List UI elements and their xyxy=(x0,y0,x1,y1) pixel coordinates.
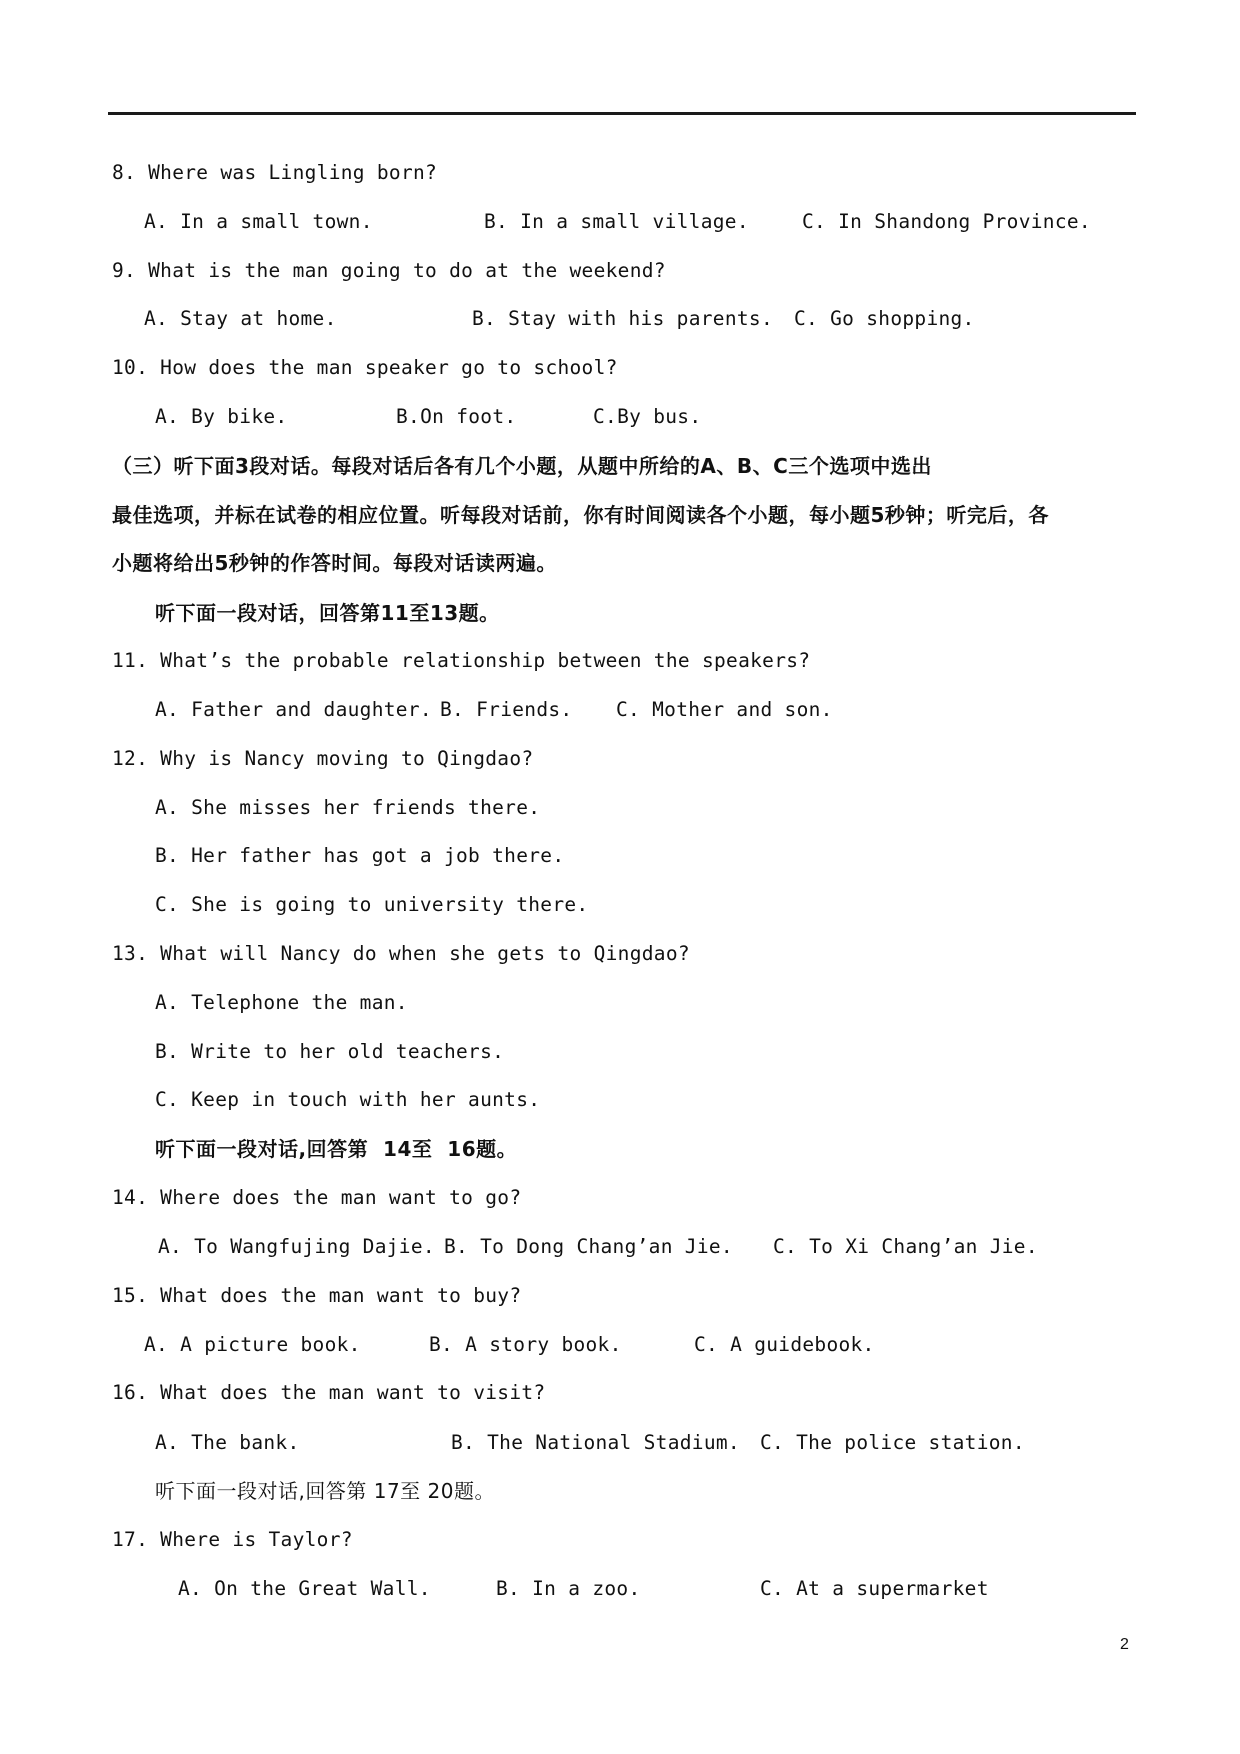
q9-option-a: A. Stay at home. xyxy=(144,307,337,330)
q8-option-b: B. In a small village. xyxy=(484,210,749,233)
q13-option-a: A. Telephone the man. xyxy=(155,991,408,1014)
q16-option-c: C. The police station. xyxy=(760,1431,1025,1454)
q14-option-c: C. To Xi Chang’an Jie. xyxy=(773,1235,1038,1258)
dialog-3-heading: 听下面一段对话,回答第 17至 20题。 xyxy=(155,1479,495,1503)
q11-option-b: B. Friends. xyxy=(440,698,573,721)
q14-option-b: B. To Dong Chang’an Jie. xyxy=(444,1235,733,1258)
q15-option-c: C. A guidebook. xyxy=(694,1333,875,1356)
dialog-2-heading: 听下面一段对话,回答第 14至 16题。 xyxy=(155,1137,518,1161)
q12-option-b: B. Her father has got a job there. xyxy=(155,844,565,867)
question-9: 9. What is the man going to do at the weekend? xyxy=(112,259,666,282)
question-12: 12. Why is Nancy moving to Qingdao? xyxy=(112,747,534,770)
q13-option-b: B. Write to her old teachers. xyxy=(155,1040,505,1063)
q17-option-c: C. At a supermarket xyxy=(760,1577,989,1600)
q15-option-a: A. A picture book. xyxy=(144,1333,361,1356)
q10-option-c: C.By bus. xyxy=(593,405,702,428)
q12-option-a: A. She misses her friends there. xyxy=(155,796,541,819)
question-16: 16. What does the man want to visit? xyxy=(112,1381,546,1404)
q11-option-a: A. Father and daughter. xyxy=(155,698,432,721)
q9-option-c: C. Go shopping. xyxy=(794,307,975,330)
q12-option-c: C. She is going to university there. xyxy=(155,893,589,916)
question-13: 13. What will Nancy do when she gets to Qingdao? xyxy=(112,942,690,965)
q17-option-b: B. In a zoo. xyxy=(496,1577,641,1600)
q10-option-a: A. By bike. xyxy=(155,405,288,428)
question-17: 17. Where is Taylor? xyxy=(112,1528,353,1551)
question-14: 14. Where does the man want to go? xyxy=(112,1186,522,1209)
header-rule xyxy=(108,112,1136,115)
question-10: 10. How does the man speaker go to school? xyxy=(112,356,618,379)
q14-option-a: A. To Wangfujing Dajie. xyxy=(158,1235,435,1258)
q11-option-c: C. Mother and son. xyxy=(616,698,833,721)
q16-option-a: A. The bank. xyxy=(155,1431,300,1454)
q15-option-b: B. A story book. xyxy=(429,1333,622,1356)
q8-option-c: C. In Shandong Province. xyxy=(802,210,1091,233)
q13-option-c: C. Keep in touch with her aunts. xyxy=(155,1088,541,1111)
question-11: 11. What’s the probable relationship between the speakers? xyxy=(112,649,811,672)
q17-option-a: A. On the Great Wall. xyxy=(178,1577,431,1600)
q8-option-a: A. In a small town. xyxy=(144,210,373,233)
section-3-instructions-line-2: 最佳选项，并标在试卷的相应位置。听每段对话前，你有时间阅读各个小题，每小题5秒钟；听完后，各 xyxy=(112,503,1049,527)
section-3-instructions-line-3: 小题将给出5秒钟的作答时间。每段对话读两遍。 xyxy=(112,551,557,575)
q10-option-b: B.On foot. xyxy=(396,405,517,428)
q16-option-b: B. The National Stadium. xyxy=(451,1431,740,1454)
question-8: 8. Where was Lingling born? xyxy=(112,161,438,184)
q9-option-b: B. Stay with his parents. xyxy=(472,307,773,330)
question-15: 15. What does the man want to buy? xyxy=(112,1284,522,1307)
page-number: 2 xyxy=(1120,1636,1129,1653)
section-3-instructions-line-1: （三）听下面3段对话。每段对话后各有几个小题，从题中所给的A、B、C三个选项中选出 xyxy=(112,454,932,478)
dialog-1-heading: 听下面一段对话，回答第11至13题。 xyxy=(155,601,500,625)
